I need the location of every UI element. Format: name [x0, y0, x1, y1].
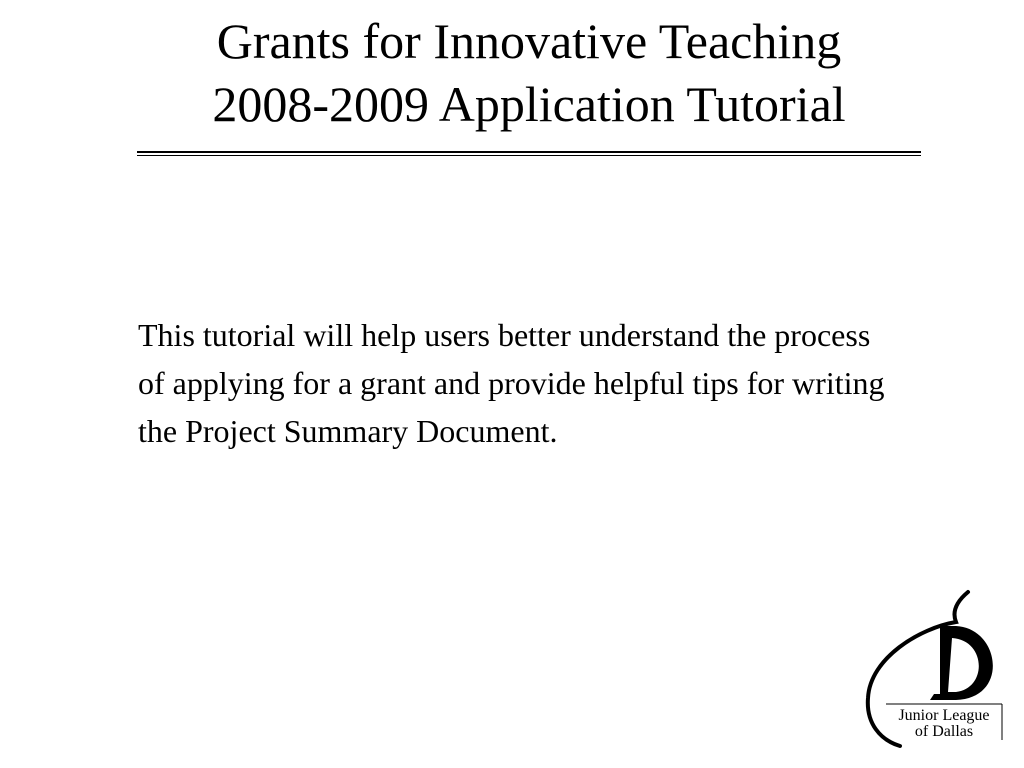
title-divider: [137, 151, 921, 156]
logo-text-line-2: of Dallas: [914, 723, 974, 740]
title-line-2: 2008-2009 Application Tutorial: [212, 76, 846, 132]
logo-text-line-1: Junior League: [898, 707, 990, 724]
logo-d-shape: [930, 626, 993, 700]
body-paragraph: This tutorial will help users better understand the process of applying for a grant and provide helpful tips for writing the Project Summary Document.: [138, 317, 885, 449]
slide-title: [137, 10, 921, 136]
junior-league-logo: [860, 588, 1010, 753]
title-line-1: Grants for Innovative Teaching: [216, 13, 842, 69]
